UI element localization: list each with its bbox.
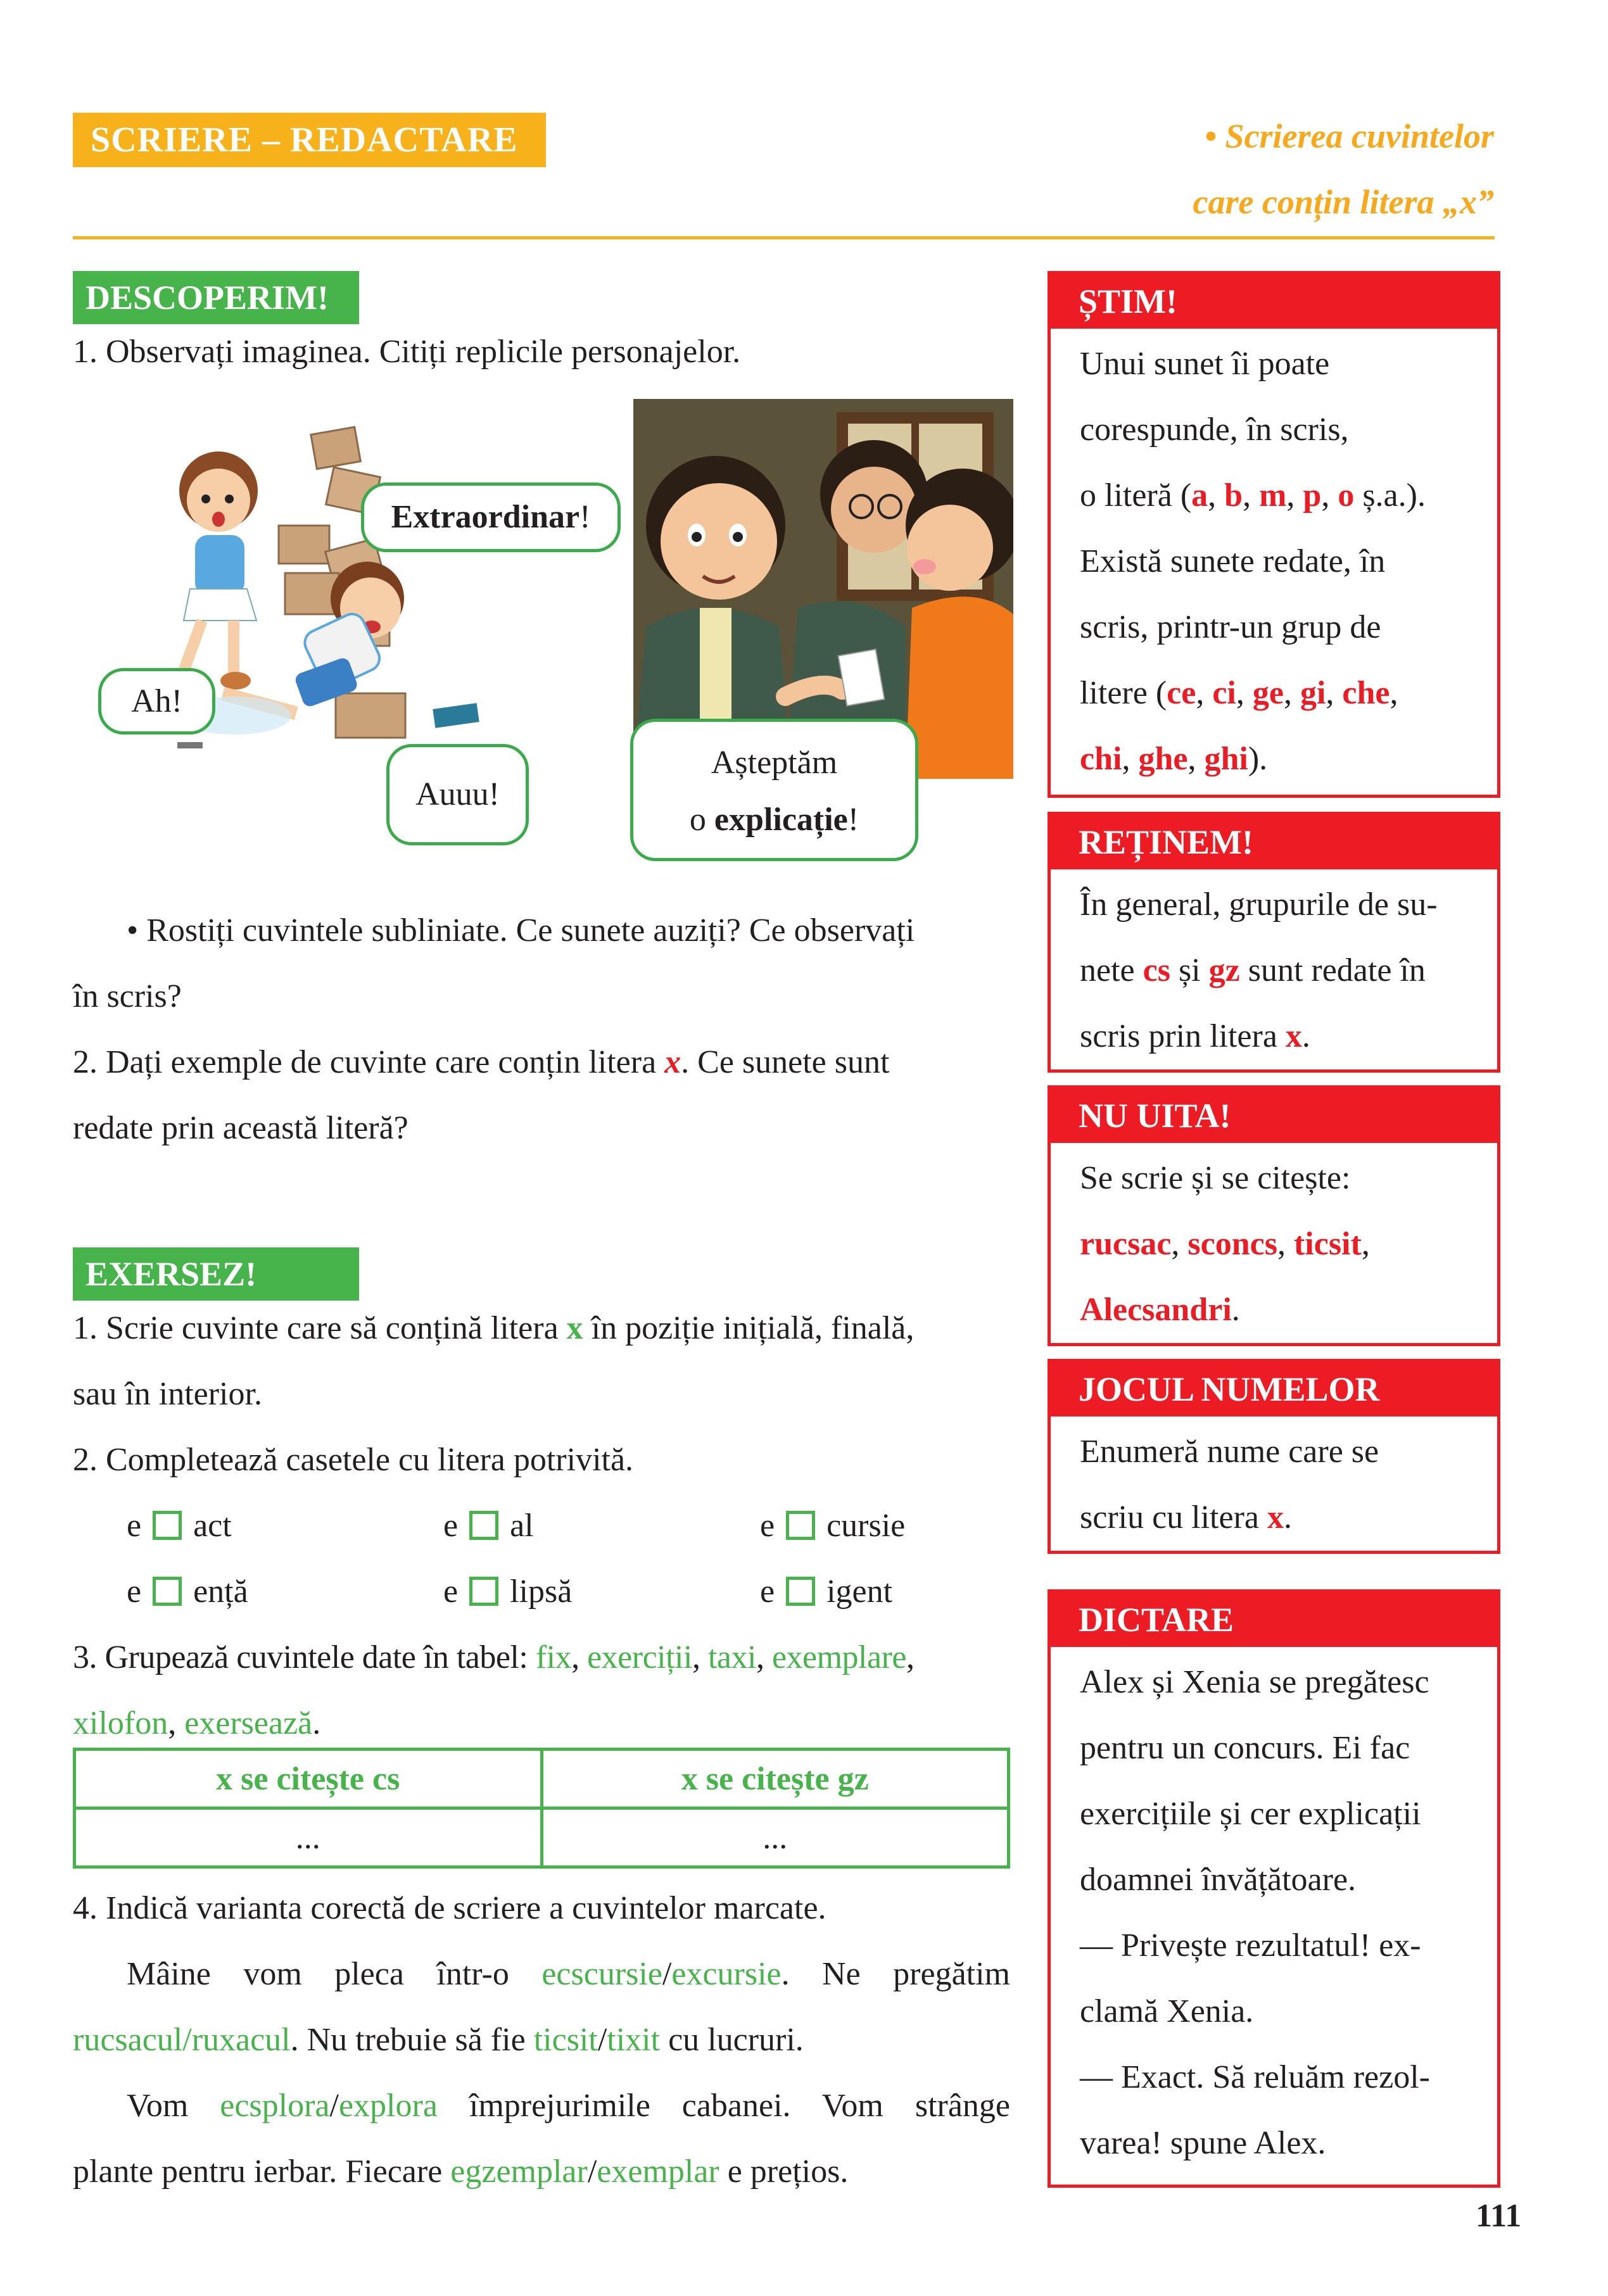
exercise-4-paragraph-line2: rucsacul/ruxacul. Nu trebuie să fie ticsit/tixit cu lucruri. (73, 2022, 804, 2058)
stim-line: litere (ce, ci, ge, gi, che, (1080, 675, 1398, 711)
dictare-line: Alex și Xenia se pregătesc (1080, 1664, 1429, 1700)
dictare-line: pentru un concurs. Ei fac (1080, 1730, 1410, 1766)
topic-title-line2: care conțin litera „x” (1193, 183, 1494, 221)
letter-checkbox[interactable] (469, 1511, 498, 1540)
retinem-line: nete cs și gz sunt redate în (1080, 952, 1426, 988)
nu-uita-box (1048, 1085, 1500, 1346)
retinem-box (1048, 812, 1500, 1073)
table-cell[interactable]: ... (541, 1808, 1009, 1867)
letter-checkbox[interactable] (786, 1511, 815, 1540)
nu-uita-title: NU UITA! (1051, 1088, 1497, 1143)
exersez-tag: EXERSEZ! (73, 1247, 359, 1301)
exercise-1-cont: sau în interior. (73, 1376, 262, 1412)
exercise-2: 2. Completează casetele cu litera potrivită. (73, 1442, 634, 1478)
stim-title: ȘTIM! (1051, 274, 1497, 329)
dictare-line: varea! spune Alex. (1080, 2125, 1326, 2161)
exercise-4: 4. Indică varianta corectă de scriere a cuvintelor marcate. (73, 1890, 826, 1926)
nu-uita-line: Alecsandri. (1080, 1292, 1240, 1328)
exercise-1: 1. Scrie cuvinte care să conțină litera x în poziție inițială, finală, (73, 1310, 915, 1346)
speech-bubble-ah: Ah! (98, 668, 215, 735)
stim-line: scris, printr-un grup de (1080, 609, 1381, 645)
nu-uita-line: rucsac, sconcs, ticsit, (1080, 1226, 1370, 1262)
stim-line: corespunde, în scris, (1080, 412, 1349, 448)
dictare-box (1048, 1589, 1500, 2188)
stim-box (1048, 271, 1500, 798)
exercise-4-paragraph-line3: Vom ecsplora/explora împrejurimile cabanei. Vom strânge (127, 2088, 1010, 2124)
exercise-3: 3. Grupează cuvintele date în tabel: fix, exerciții, taxi, exemplare, (73, 1639, 915, 1675)
dictare-line: doamnei învățătoare. (1080, 1862, 1357, 1898)
stim-line: chi, ghe, ghi). (1080, 741, 1268, 777)
header-divider (73, 236, 1495, 239)
jocul-line: scriu cu litera x. (1080, 1499, 1292, 1536)
retinem-title: REȚINEM! (1051, 815, 1497, 869)
jocul-line: Enumeră nume care se (1080, 1434, 1379, 1470)
dictare-line: exercițiile și cer explicații (1080, 1796, 1421, 1832)
letter-checkbox[interactable] (153, 1577, 182, 1606)
retinem-line: scris prin litera x. (1080, 1018, 1310, 1054)
fill-item[interactable]: e al (443, 1508, 534, 1544)
grouping-table (73, 1748, 1010, 1869)
nu-uita-line: Se scrie și se citește: (1080, 1160, 1351, 1196)
bullet-instruction-cont: în scris? (73, 978, 182, 1014)
speech-bubble-asteptam: Așteptăm o explicație! (630, 719, 918, 861)
speech-bubble-auuu: Auuu! (386, 744, 529, 845)
exercise-3-cont: xilofon, exersează. (73, 1705, 321, 1741)
fill-item[interactable]: e lipsă (443, 1574, 573, 1610)
jocul-numelor-title: JOCUL NUMELOR (1051, 1362, 1497, 1416)
descoperim-question-1: 1. Observați imaginea. Citiți replicile personajelor. (73, 334, 741, 370)
stim-line: Unui sunet îi poate (1080, 346, 1330, 382)
dictare-line: — Exact. Să reluăm rezol- (1080, 2059, 1430, 2095)
letter-checkbox[interactable] (786, 1577, 815, 1606)
fill-item[interactable]: e act (127, 1508, 232, 1544)
dictare-line: — Privește rezultatul! ex- (1080, 1927, 1421, 1964)
page-number: 111 (1476, 2198, 1522, 2234)
retinem-line: În general, grupurile de su- (1080, 886, 1438, 923)
section-tag: SCRIERE – REDACTARE (73, 113, 546, 167)
exercise-4-paragraph-line1: Mâine vom pleca într-o ecscursie/excursie. Ne pregătim (127, 1956, 1010, 1992)
exercise-4-paragraph-line4: plante pentru ierbar. Fiecare egzemplar/exemplar e prețios. (73, 2154, 849, 2190)
fill-item[interactable]: e ență (127, 1574, 248, 1610)
dictare-line: clamă Xenia. (1080, 1993, 1254, 2029)
dictare-title: DICTARE (1051, 1593, 1497, 1647)
descoperim-question-2: 2. Dați exemple de cuvinte care conțin litera x. Ce sunete sunt (73, 1044, 890, 1080)
fill-item[interactable]: e igent (760, 1574, 893, 1610)
table-header: x se citește cs (75, 1750, 542, 1808)
descoperim-question-2-cont: redate prin această literă? (73, 1110, 408, 1146)
fill-item[interactable]: e cursie (760, 1508, 906, 1544)
letter-checkbox[interactable] (153, 1511, 182, 1540)
bullet-instruction: • Rostiți cuvintele subliniate. Ce sunete auziți? Ce observați (127, 912, 915, 949)
stim-line: o literă (a, b, m, p, o ș.a.). (1080, 477, 1426, 514)
stim-line: Există sunete redate, în (1080, 543, 1386, 579)
jocul-numelor-box (1048, 1359, 1500, 1554)
topic-title-line1: • Scrierea cuvintelor (1205, 117, 1494, 155)
letter-checkbox[interactable] (469, 1577, 498, 1606)
speech-bubble-extraordinar: Extraordinar! (361, 483, 621, 552)
descoperim-tag: DESCOPERIM! (73, 271, 359, 324)
table-cell[interactable]: ... (75, 1808, 542, 1867)
table-header: x se citește gz (541, 1750, 1009, 1808)
